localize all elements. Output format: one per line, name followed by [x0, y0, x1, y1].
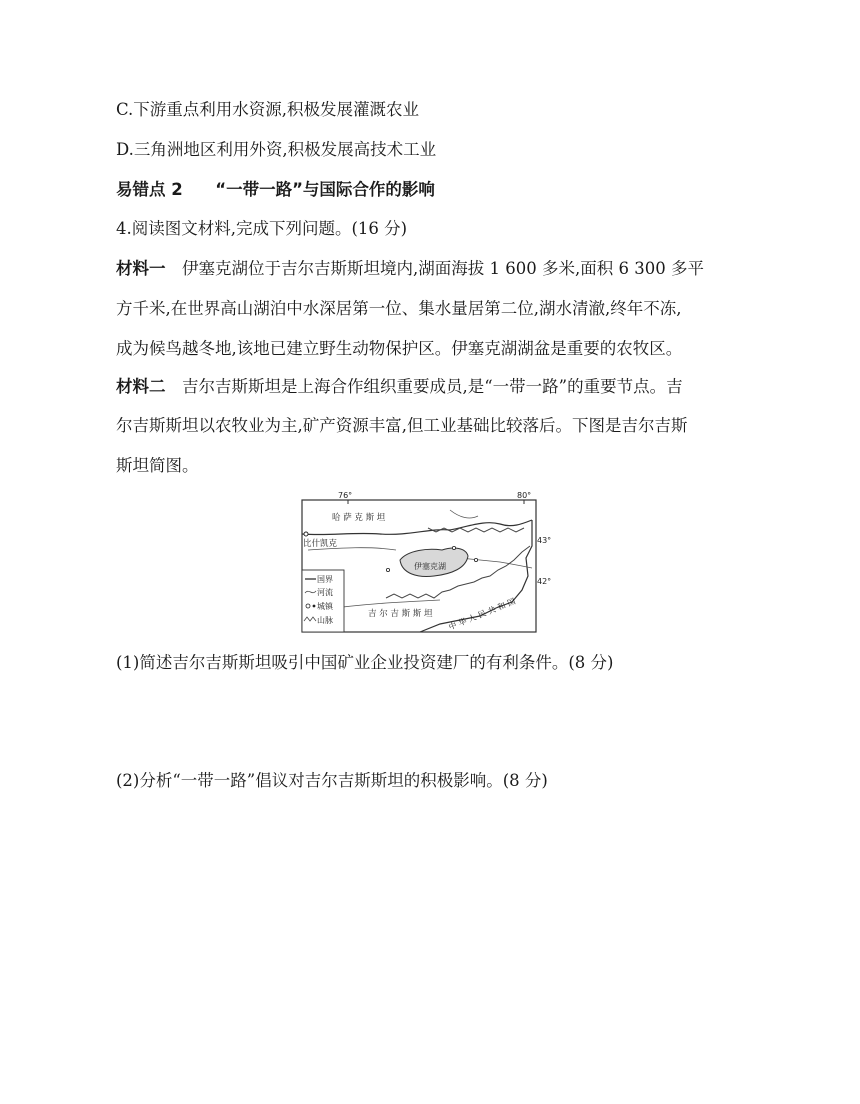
- label-china: 中 华 人 民 共 和 国: [447, 596, 517, 632]
- legend-town: 城镇: [317, 602, 333, 611]
- question-stem: 4.阅读图文材料,完成下列问题。(16 分): [116, 219, 408, 238]
- material1-line-0: [116, 258, 704, 280]
- label-kazakhstan: 哈 萨 克 斯 坦: [332, 513, 386, 523]
- material2-text-0: 吉尔吉斯斯坦是上海合作组织重要成员,是“一带一路”的重要节点。吉: [182, 377, 683, 396]
- lon-label-80: 80°: [517, 491, 532, 500]
- lon-label-76: 76°: [338, 491, 353, 500]
- material2-line-0: [116, 376, 683, 398]
- material1-line-2: 成为候鸟越冬地,该地已建立野生动物保护区。伊塞克湖湖盆是重要的农牧区。: [116, 339, 683, 358]
- legend-mountain: 山脉: [317, 616, 333, 625]
- lat-label-42: 42°: [537, 577, 552, 586]
- material2-line-1: 尔吉斯斯坦以农牧业为主,矿产资源丰富,但工业基础比较落后。下图是吉尔吉斯: [116, 416, 688, 435]
- legend-river: 河流: [317, 588, 333, 597]
- lake-label: 伊塞克湖: [414, 562, 446, 571]
- material2-label: 材料二: [116, 377, 166, 396]
- town: [452, 546, 455, 549]
- sub-question-1: (1)简述吉尔吉斯斯坦吸引中国矿业企业投资建厂的有利条件。(8 分): [116, 653, 614, 672]
- material1-text-0: 伊塞克湖位于吉尔吉斯斯坦境内,湖面海拔 1 600 多米,面积 6 300 多平: [182, 259, 704, 278]
- label-bishkek: 比什凯克: [303, 539, 338, 549]
- section-title: “一带一路”与国际合作的影响: [215, 180, 435, 199]
- town-bishkek: [304, 532, 308, 536]
- material2-line-2: 斯坦简图。: [116, 456, 199, 475]
- sub-question-2: (2)分析“一带一路”倡议对吉尔吉斯斯坦的积极影响。(8 分): [116, 771, 548, 790]
- material1-line-1: 方千米,在世界高山湖泊中水深居第一位、集水量居第二位,湖水清澈,终年不冻,: [116, 299, 682, 318]
- option-c: C.下游重点利用水资源,积极发展灌溉农业: [116, 100, 420, 119]
- legend-border: 国界: [317, 575, 333, 584]
- option-d: D.三角洲地区利用外资,积极发展高技术工业: [116, 140, 437, 159]
- section-label: 易错点 2: [116, 180, 183, 199]
- material1-label: 材料一: [116, 259, 166, 278]
- label-kyrgyzstan: 吉 尔 吉 斯 斯 坦: [368, 609, 433, 619]
- section-heading: [116, 179, 435, 201]
- town: [474, 558, 477, 561]
- town: [386, 568, 389, 571]
- lat-label-43: 43°: [537, 536, 552, 545]
- kyrgyzstan-map: [300, 490, 552, 634]
